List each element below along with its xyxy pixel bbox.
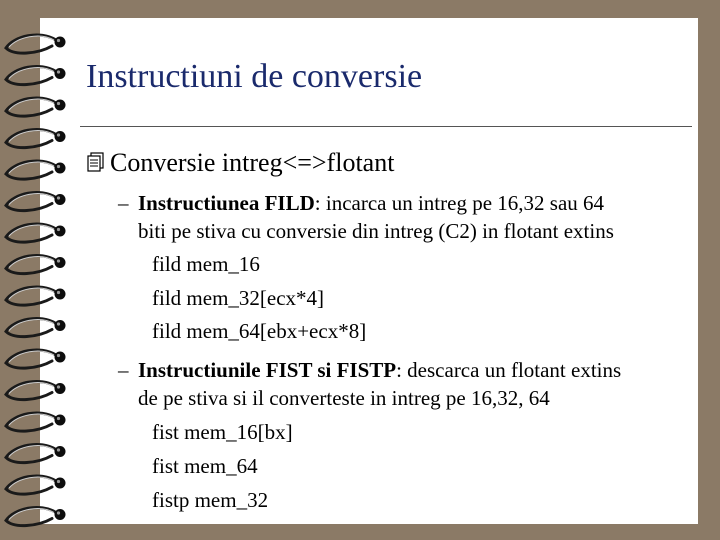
spiral-ring xyxy=(6,161,66,179)
bullet-text: Conversie intreg<=>flotant xyxy=(110,148,395,177)
spiral-ring xyxy=(6,381,66,399)
instruction-name: Instructiunile FIST si FISTP xyxy=(138,358,397,382)
spiral-ring xyxy=(6,66,66,84)
spiral-ring xyxy=(6,350,66,368)
code-line: fild mem_32[ecx*4] xyxy=(152,286,325,310)
instruction-desc: : incarca un intreg pe 16,32 sau 64 xyxy=(314,191,605,215)
title-divider xyxy=(80,126,692,127)
code-line: fild mem_64[ebx+ecx*8] xyxy=(152,319,367,343)
spiral-ring xyxy=(6,129,66,147)
spiral-ring xyxy=(6,476,66,494)
sub-item-fist-cont: de pe stiva si il converteste in intreg pe 16,32, 64 xyxy=(138,386,550,410)
bullet-conversie xyxy=(84,148,394,178)
sub-item-fild-cont: biti pe stiva cu conversie din intreg (C2) in flotant extins xyxy=(138,219,614,243)
code-line: fistp mem_32 xyxy=(152,488,269,512)
dash: – xyxy=(118,358,129,382)
spiral-ring xyxy=(6,444,66,462)
spiral-ring xyxy=(6,507,66,525)
slide-title: Instructiuni de conversie xyxy=(86,58,423,95)
instruction-name: Instructiunea FILD xyxy=(138,191,315,215)
spiral-ring xyxy=(6,224,66,242)
code-line: fild mem_16 xyxy=(152,252,260,276)
page-bullet-icon xyxy=(84,151,106,173)
instruction-desc: : descarca un flotant extins xyxy=(396,358,622,382)
code-line: fist mem_16[bx] xyxy=(152,420,293,444)
dash: – xyxy=(118,191,129,215)
spiral-ring xyxy=(6,287,66,305)
spiral-binding-icon xyxy=(0,0,80,540)
sub-item-fist xyxy=(118,356,621,384)
spiral-ring xyxy=(6,35,66,53)
sub-item-fild xyxy=(118,189,604,217)
spiral-ring xyxy=(6,192,66,210)
spiral-ring xyxy=(6,255,66,273)
spiral-ring xyxy=(6,413,66,431)
spiral-ring xyxy=(6,98,66,116)
code-line: fist mem_64 xyxy=(152,454,258,478)
spiral-ring xyxy=(6,318,66,336)
